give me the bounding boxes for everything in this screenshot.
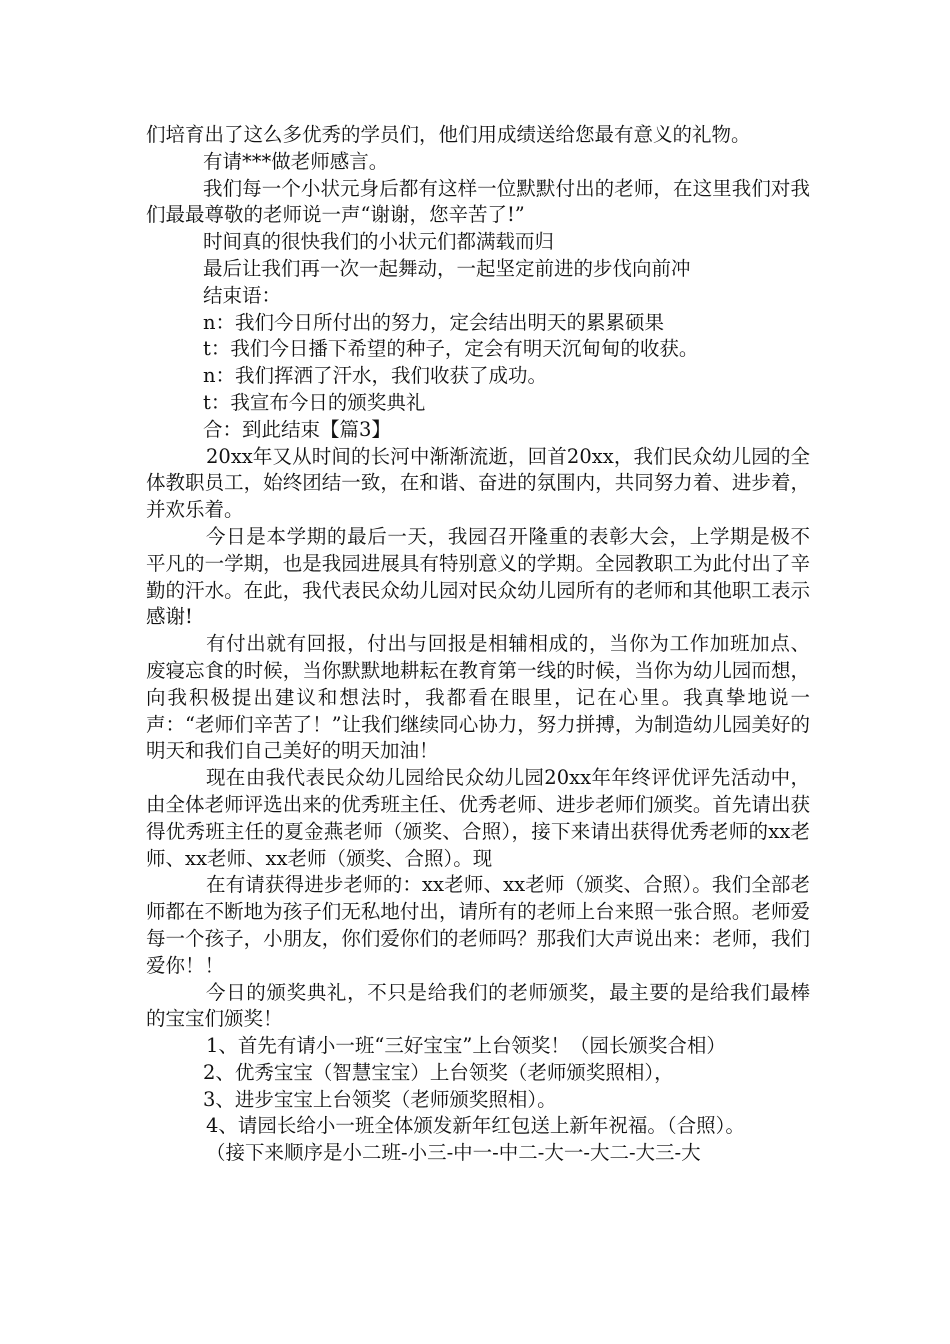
paragraph: 现在由我代表民众幼儿园给民众幼儿园20xx年年终评优评先活动中，由全体老师评选出来的优秀班主任、优秀老师、进步老师们颁奖。首先请出获得优秀班主任的夏金燕老师（颁奖、合照），接下来请出获得优秀老师的xx老师、xx老师、xx老师（颁奖、合照）。现	[146, 766, 810, 870]
paragraph: 今日的颁奖典礼，不只是给我们的老师颁奖，最主要的是给我们最棒的宝宝们颁奖！	[146, 980, 810, 1031]
paragraph: 今日是本学期的最后一天，我园召开隆重的表彰大会，上学期是极不平凡的一学期，也是我园进展具有特别意义的学期。全园教职工为此付出了辛勤的汗水。在此，我代表民众幼儿园对民众幼儿园所有的老师和其他职工表示感谢!	[146, 524, 810, 629]
paragraph: 我们每一个小状元身后都有这样一位默默付出的老师，在这里我们对我们最最尊敬的老师说一声“谢谢，您辛苦了!”	[146, 176, 810, 227]
paragraph: 结束语：	[203, 283, 282, 307]
paragraph: 时间真的很快我们的小状元们都满载而归	[203, 230, 555, 254]
paragraph: n：我们今日所付出的努力，定会结出明天的累累硕果	[203, 310, 665, 334]
paragraph: 4、请园长给小一班全体颁发新年红包送上新年祝福。（合照）。	[206, 1114, 745, 1138]
paragraph: n：我们挥洒了汗水，我们收获了成功。	[203, 364, 548, 388]
paragraph: 3、进步宝宝上台领奖（老师颁奖照相）。	[203, 1087, 557, 1111]
document-body	[146, 122, 810, 1167]
paragraph: 合：到此结束【篇3】	[203, 417, 391, 441]
paragraph: 20xx年又从时间的长河中渐渐流逝，回首20xx，我们民众幼儿园的全体教职员工，始终团结一致，在和谐、奋进的氛围内，共同努力着、进步着，并欢乐着。	[146, 444, 810, 522]
paragraph: 有付出就有回报，付出与回报是相辅相成的，当你为工作加班加点、废寝忘食的时候，当你默默地耕耘在教育第一线的时候，当你为幼儿园而想，向我积极提出建议和想法时，我都看在眼里，记在心里。我真挚地说一声：“老师们辛苦了！”让我们继续同心协力，努力拼搏，为制造幼儿园美好的明天和我们自己美好的明天加油！	[146, 632, 810, 763]
paragraph: 有请***做老师感言。	[203, 149, 389, 173]
paragraph: 最后让我们再一次一起舞动，一起坚定前进的步伐向前冲	[203, 256, 691, 280]
paragraph: t：我宣布今日的颁奖典礼	[203, 390, 426, 414]
paragraph: 在有请获得进步老师的：xx老师、xx老师（颁奖、合照）。我们全部老师都在不断地为孩子们无私地付出，请所有的老师上台来照一张合照。老师爱每一个孩子，小朋友，你们爱你们的老师吗？那我们大声说出来：老师，我们爱你！！	[146, 873, 810, 977]
paragraph: t：我们今日播下希望的种子，定会有明天沉甸甸的收获。	[203, 337, 699, 361]
paragraph: 2、优秀宝宝（智慧宝宝）上台领奖（老师颁奖照相），	[203, 1060, 674, 1084]
paragraph: （接下来顺序是小二班-小三-中一-中二-大一-大二-大三-大	[206, 1141, 701, 1165]
paragraph: 1、首先有请小一班“三好宝宝”上台领奖！（园长颁奖合相）	[206, 1034, 726, 1058]
paragraph: 们培育出了这么多优秀的学员们，他们用成绩送给您最有意义的礼物。	[146, 123, 751, 146]
